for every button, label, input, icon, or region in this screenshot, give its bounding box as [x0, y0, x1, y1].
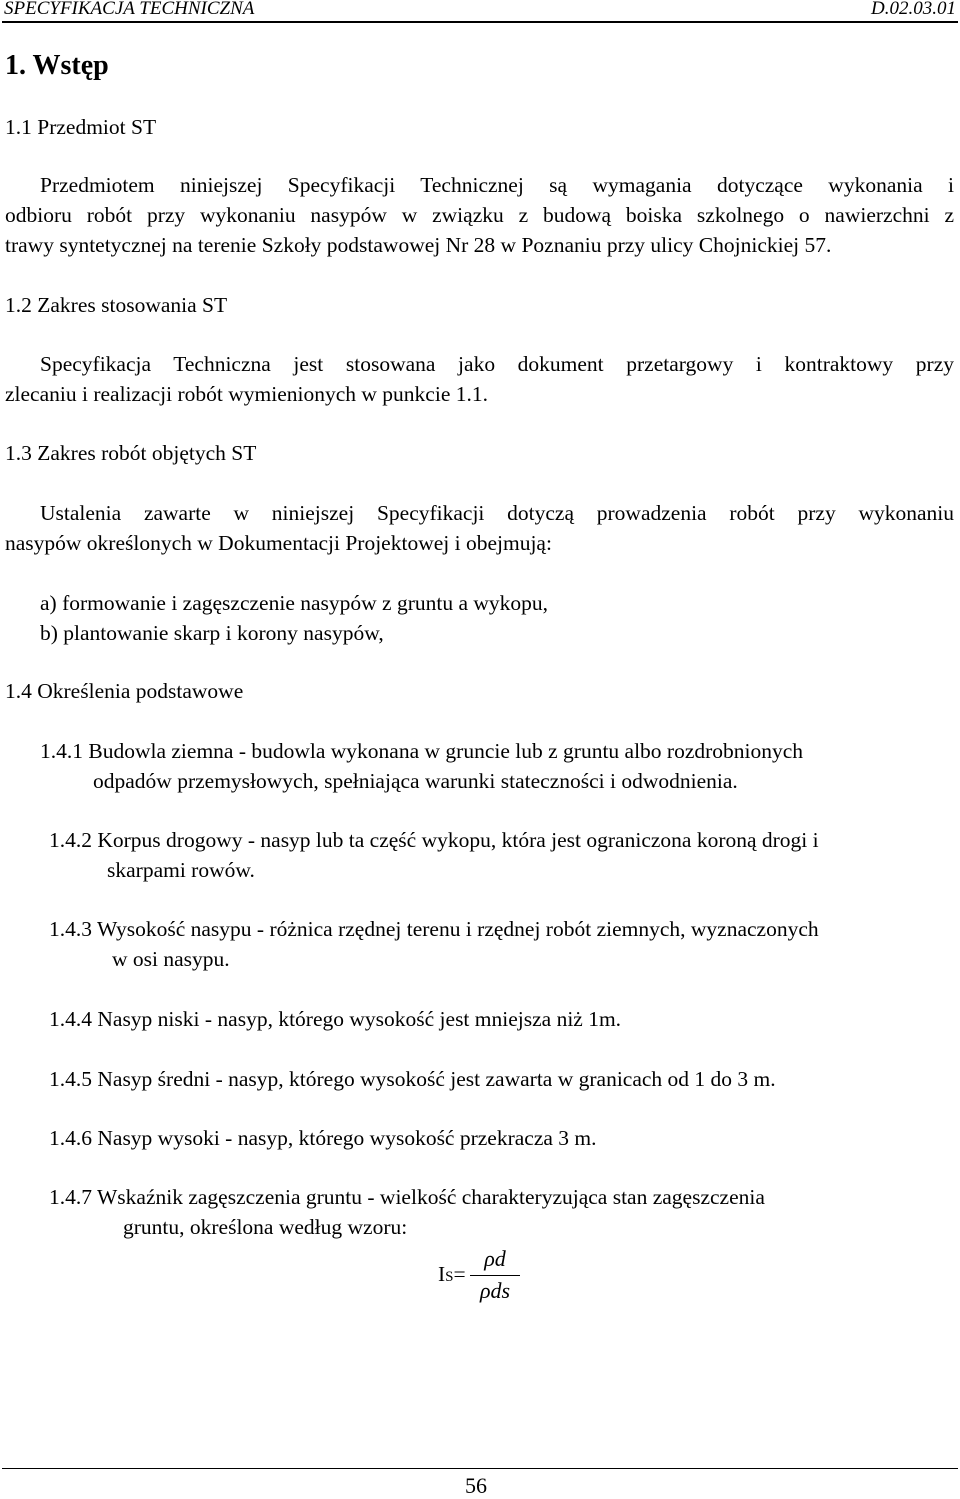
- formula-denominator: ρds: [479, 1278, 511, 1303]
- footer-rule: [2, 1468, 958, 1469]
- paragraph-line: Ustalenia zawarte w niniejszej Specyfikacji dotyczą prowadzenia robót przy wykonaniu: [40, 501, 954, 525]
- paragraph-line: odbioru robót przy wykonaniu nasypów w związku z budową boiska szkolnego o nawierzchni z: [5, 203, 954, 227]
- definition-1-4-1: 1.4.1 Budowla ziemna - budowla wykonana w gruncie lub z gruntu albo rozdrobnionych: [40, 739, 804, 763]
- formula-numerator: ρd: [484, 1246, 506, 1271]
- paragraph-line: zlecaniu i realizacji robót wymienionych w punkcie 1.1.: [5, 382, 488, 406]
- definition-1-4-3: 1.4.3 Wysokość nasypu - różnica rzędnej terenu i rzędnej robót ziemnych, wyznaczonych: [49, 917, 819, 941]
- definition-1-4-1-cont: odpadów przemysłowych, spełniająca warunki stateczności i odwodnienia.: [93, 769, 738, 793]
- formula-lhs: [438, 1262, 466, 1287]
- subsection-title-1-2: 1.2 Zakres stosowania ST: [5, 293, 228, 317]
- definition-1-4-2: 1.4.2 Korpus drogowy - nasyp lub ta część wykopu, która jest ograniczona koroną drogi i: [49, 828, 819, 852]
- paragraph-line: nasypów określonych w Dokumentacji Projektowej i obejmują:: [5, 531, 552, 555]
- definition-1-4-6: 1.4.6 Nasyp wysoki - nasyp, którego wysokość przekracza 3 m.: [49, 1126, 597, 1150]
- list-item: a) formowanie i zagęszczenie nasypów z gruntu a wykopu,: [40, 591, 549, 615]
- formula-fraction-bar: [470, 1275, 520, 1276]
- formula-symbol-i: I: [438, 1262, 446, 1286]
- header-doc-type: SPECYFIKACJA TECHNICZNA: [4, 0, 255, 19]
- page-number: 56: [465, 1473, 487, 1498]
- definition-1-4-5: 1.4.5 Nasyp średni - nasyp, którego wysokość jest zawarta w granicach od 1 do 3 m.: [49, 1067, 776, 1091]
- header-rule: [2, 21, 958, 23]
- formula-fraction: [470, 1246, 520, 1304]
- definition-1-4-7: 1.4.7 Wskaźnik zagęszczenia gruntu - wielkość charakteryzująca stan zagęszczenia: [49, 1185, 765, 1209]
- formula-subscript: S: [445, 1269, 454, 1285]
- definition-1-4-4: 1.4.4 Nasyp niski - nasyp, którego wysokość jest mniejsza niż 1m.: [49, 1007, 622, 1031]
- subsection-title-1-3: 1.3 Zakres robót objętych ST: [5, 441, 257, 465]
- paragraph-line: Przedmiotem niniejszej Specyfikacji Technicznej są wymagania dotyczące wykonania i: [40, 173, 954, 197]
- list-item: b) plantowanie skarp i korony nasypów,: [40, 621, 384, 645]
- header-doc-code: D.02.03.01: [871, 0, 956, 19]
- definition-1-4-2-cont: skarpami rowów.: [107, 858, 255, 882]
- definition-1-4-3-cont: w osi nasypu.: [112, 947, 230, 971]
- paragraph-line: Specyfikacja Techniczna jest stosowana jako dokument przetargowy i kontraktowy przy: [40, 352, 954, 376]
- subsection-title-1-1: 1.1 Przedmiot ST: [5, 115, 157, 139]
- section-title: 1. Wstęp: [5, 50, 109, 81]
- paragraph-line: trawy syntetycznej na terenie Szkoły podstawowej Nr 28 w Poznaniu przy ulicy Chojnickiej 57.: [5, 233, 832, 257]
- definition-1-4-7-cont: gruntu, określona według wzoru:: [123, 1215, 408, 1239]
- subsection-title-1-4: 1.4 Określenia podstawowe: [5, 679, 244, 703]
- formula-equals: =: [453, 1262, 466, 1286]
